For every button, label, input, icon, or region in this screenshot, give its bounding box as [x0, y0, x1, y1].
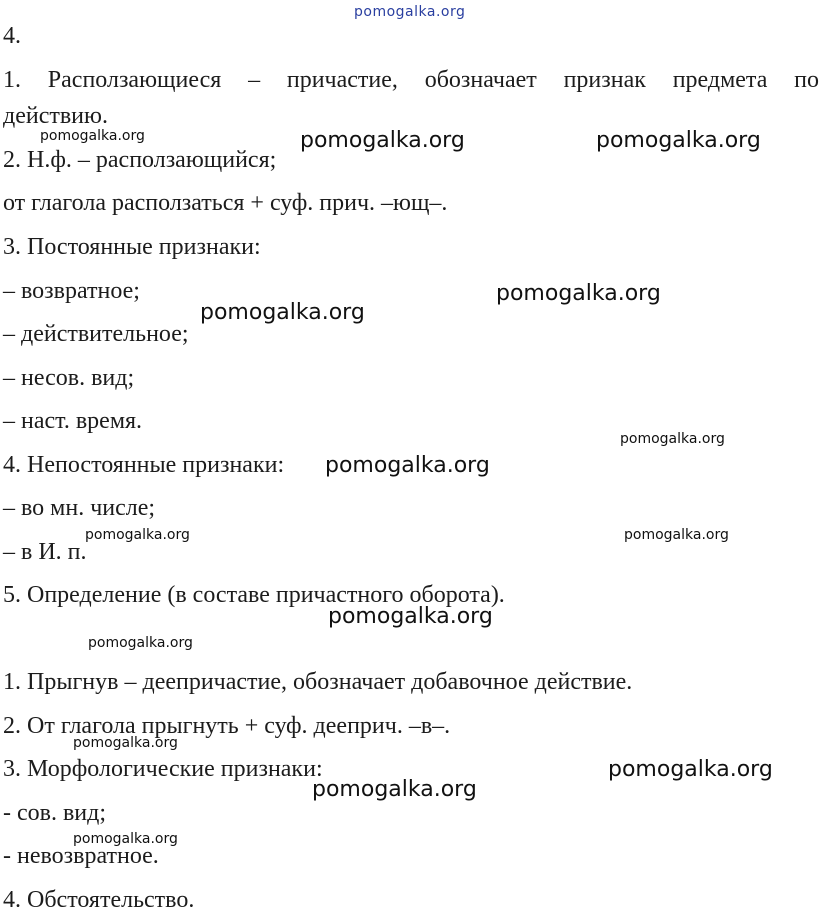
- text-line: от глагола расползаться + суф. прич. –ющ–.: [3, 190, 448, 216]
- text-line: 2. Н.ф. – расползающийся;: [3, 147, 277, 173]
- text-line: 3. Морфологические признаки:: [3, 756, 323, 782]
- watermark: pomogalka.org: [496, 281, 661, 306]
- watermark: pomogalka.org: [354, 4, 466, 20]
- watermark: pomogalka.org: [328, 604, 493, 629]
- text-line: 5. Определение (в составе причастного оборота).: [3, 582, 505, 608]
- text-line: 3. Постоянные признаки:: [3, 234, 261, 260]
- watermark: pomogalka.org: [73, 735, 178, 751]
- watermark: pomogalka.org: [300, 128, 465, 153]
- watermark: pomogalka.org: [624, 527, 729, 543]
- watermark: pomogalka.org: [40, 128, 145, 144]
- watermark: pomogalka.org: [620, 431, 725, 447]
- text-line: 1. Расползающиеся – причастие, обозначает признак предмета по: [3, 67, 819, 93]
- watermark: pomogalka.org: [85, 527, 190, 543]
- watermark: pomogalka.org: [608, 757, 773, 782]
- text-line: 4. Непостоянные признаки:: [3, 452, 285, 478]
- text-line: 4.: [3, 23, 21, 49]
- text-line: – наст. время.: [3, 408, 143, 434]
- text-line: – во мн. числе;: [3, 495, 156, 521]
- watermark: pomogalka.org: [325, 453, 490, 478]
- text-line: – в И. п.: [3, 539, 87, 565]
- watermark: pomogalka.org: [88, 635, 193, 651]
- watermark: pomogalka.org: [200, 300, 365, 325]
- text-line: 1. Прыгнув – деепричастие, обозначает добавочное действие.: [3, 669, 633, 695]
- watermark: pomogalka.org: [73, 831, 178, 847]
- text-line: 2. От глагола прыгнуть + суф. дееприч. –в–.: [3, 713, 451, 739]
- watermark: pomogalka.org: [596, 128, 761, 153]
- text-line: – возвратное;: [3, 278, 140, 304]
- text-line: действию.: [3, 103, 108, 129]
- text-line: - сов. вид;: [3, 800, 107, 826]
- text-line: – действительное;: [3, 321, 189, 347]
- text-line: 4. Обстоятельство.: [3, 887, 195, 913]
- watermark: pomogalka.org: [312, 777, 477, 802]
- text-line: – несов. вид;: [3, 365, 135, 391]
- text-line: - невозвратное.: [3, 843, 159, 869]
